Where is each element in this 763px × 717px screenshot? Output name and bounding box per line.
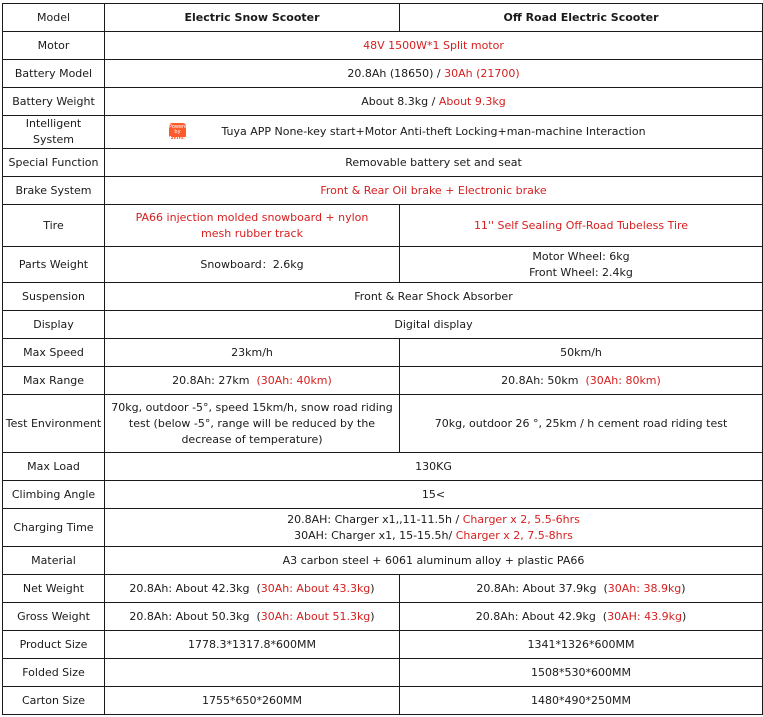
max-load-row bbox=[3, 453, 763, 481]
tire-row bbox=[3, 205, 763, 247]
battery-model-label: Battery Model bbox=[3, 60, 105, 88]
max-speed-row bbox=[3, 339, 763, 367]
motor-row bbox=[3, 32, 763, 60]
parts-weight-row bbox=[3, 247, 763, 283]
net-weight-offroad-value: 20.8Ah: About 37.9kg (30Ah: 38.9kg) bbox=[400, 575, 763, 603]
net-weight-snow-value: 20.8Ah: About 42.3kg (30Ah: About 43.3kg) bbox=[105, 575, 400, 603]
max-speed-label: Max Speed bbox=[3, 339, 105, 367]
motor-label: Motor bbox=[3, 32, 105, 60]
suspension-label: Suspension bbox=[3, 283, 105, 311]
carton-size-label: Carton Size bbox=[3, 687, 105, 715]
tire-label: Tire bbox=[3, 205, 105, 247]
net-weight-row bbox=[3, 575, 763, 603]
charging-time-row bbox=[3, 509, 763, 547]
gross-weight-snow-value: 20.8Ah: About 50.3kg (30Ah: About 51.3kg) bbox=[105, 603, 400, 631]
parts-weight-label: Parts Weight bbox=[3, 247, 105, 283]
display-row bbox=[3, 311, 763, 339]
special-function-label: Special Function bbox=[3, 149, 105, 177]
product-size-snow-value: 1778.3*1317.8*600MM bbox=[105, 631, 400, 659]
carton-size-offroad-value: 1480*490*250MM bbox=[400, 687, 763, 715]
offroad-scooter-header: Off Road Electric Scooter bbox=[400, 4, 763, 32]
battery-weight-row bbox=[3, 88, 763, 116]
gross-weight-label: Gross Weight bbox=[3, 603, 105, 631]
folded-size-row bbox=[3, 659, 763, 687]
gross-weight-row bbox=[3, 603, 763, 631]
intelligent-system-label: Intelligent System bbox=[3, 116, 105, 149]
climbing-angle-label: Climbing Angle bbox=[3, 481, 105, 509]
material-value: A3 carbon steel + 6061 aluminum alloy + plastic PA66 bbox=[105, 547, 763, 575]
material-row bbox=[3, 547, 763, 575]
battery-weight-value: About 8.3kg / About 9.3kg bbox=[105, 88, 763, 116]
tuya-logo-icon: Powered by tuya bbox=[169, 124, 191, 143]
product-size-label: Product Size bbox=[3, 631, 105, 659]
climbing-angle-value: 15< bbox=[105, 481, 763, 509]
battery-model-value: 20.8Ah (18650) / 30Ah (21700) bbox=[105, 60, 763, 88]
parts-weight-snow-value: Snowboard：2.6kg bbox=[105, 247, 400, 283]
brake-system-row bbox=[3, 177, 763, 205]
climbing-angle-row bbox=[3, 481, 763, 509]
material-label: Material bbox=[3, 547, 105, 575]
display-value: Digital display bbox=[105, 311, 763, 339]
test-environment-row bbox=[3, 395, 763, 453]
special-function-value: Removable battery set and seat bbox=[105, 149, 763, 177]
max-range-snow-value: 20.8Ah: 27km (30Ah: 40km) bbox=[105, 367, 400, 395]
parts-weight-offroad-value: Motor Wheel: 6kg Front Wheel: 2.4kg bbox=[400, 247, 763, 283]
tire-offroad-value: 11'' Self Sealing Off-Road Tubeless Tire bbox=[400, 205, 763, 247]
max-range-label: Max Range bbox=[3, 367, 105, 395]
brake-system-value: Front & Rear Oil brake + Electronic brake bbox=[105, 177, 763, 205]
folded-size-label: Folded Size bbox=[3, 659, 105, 687]
max-speed-snow-value: 23km/h bbox=[105, 339, 400, 367]
folded-size-snow-value bbox=[105, 659, 400, 687]
gross-weight-offroad-value: 20.8Ah: About 42.9kg (30AH: 43.9kg) bbox=[400, 603, 763, 631]
suspension-value: Front & Rear Shock Absorber bbox=[105, 283, 763, 311]
motor-value: 48V 1500W*1 Split motor bbox=[105, 32, 763, 60]
net-weight-label: Net Weight bbox=[3, 575, 105, 603]
test-environment-snow-value: 70kg, outdoor -5°, speed 15km/h, snow road riding test (below -5°, range will be reduced by the decrease of temperature) bbox=[105, 395, 400, 453]
product-size-offroad-value: 1341*1326*600MM bbox=[400, 631, 763, 659]
intelligent-system-value: Powered by tuya Tuya APP None-key start+Motor Anti-theft Locking+man-machine Interaction bbox=[105, 116, 763, 149]
max-speed-offroad-value: 50km/h bbox=[400, 339, 763, 367]
battery-model-row bbox=[3, 60, 763, 88]
model-header: Model bbox=[3, 4, 105, 32]
product-size-row bbox=[3, 631, 763, 659]
max-range-row bbox=[3, 367, 763, 395]
suspension-row bbox=[3, 283, 763, 311]
spec-table bbox=[2, 3, 763, 715]
display-label: Display bbox=[3, 311, 105, 339]
intelligent-system-row bbox=[3, 116, 763, 149]
test-environment-offroad-value: 70kg, outdoor 26 °, 25km / h cement road riding test bbox=[400, 395, 763, 453]
tire-snow-value: PA66 injection molded snowboard + nylon mesh rubber track bbox=[105, 205, 400, 247]
carton-size-snow-value: 1755*650*260MM bbox=[105, 687, 400, 715]
charging-time-label: Charging Time bbox=[3, 509, 105, 547]
charging-time-value: 20.8AH: Charger x1,,11-11.5h / Charger x 2, 5.5-6hrs 30AH: Charger x1, 15-15.5h/ Charger x 2, 7.5-8hrs bbox=[105, 509, 763, 547]
max-load-label: Max Load bbox=[3, 453, 105, 481]
brake-system-label: Brake System bbox=[3, 177, 105, 205]
max-load-value: 130KG bbox=[105, 453, 763, 481]
header-row bbox=[3, 4, 763, 32]
max-range-offroad-value: 20.8Ah: 50km (30Ah: 80km) bbox=[400, 367, 763, 395]
folded-size-offroad-value: 1508*530*600MM bbox=[400, 659, 763, 687]
special-function-row bbox=[3, 149, 763, 177]
snow-scooter-header: Electric Snow Scooter bbox=[105, 4, 400, 32]
carton-size-row bbox=[3, 687, 763, 715]
battery-weight-label: Battery Weight bbox=[3, 88, 105, 116]
test-environment-label: Test Environment bbox=[3, 395, 105, 453]
